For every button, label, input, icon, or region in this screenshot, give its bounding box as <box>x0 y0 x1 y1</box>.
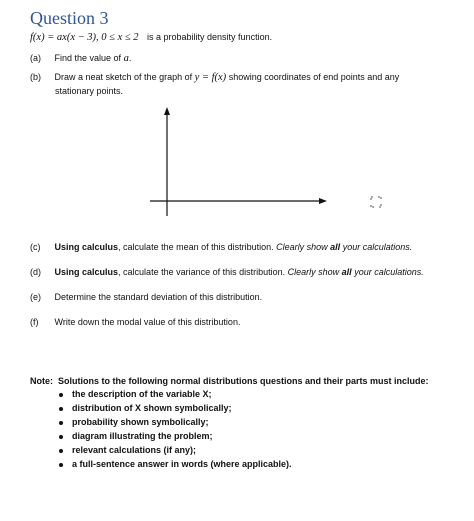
function-definition: f(x) = ax(x − 3), 0 ≤ x ≤ 2 <box>30 32 139 43</box>
text-segment: Using calculus <box>54 242 119 252</box>
text-segment: Clearly show <box>287 267 342 277</box>
text-segment: Using calculus <box>54 267 119 277</box>
intro-text: is a probability density function. <box>147 32 273 42</box>
question-intro <box>30 32 272 43</box>
y-axis-arrow <box>164 107 170 115</box>
list-item: the description of the variable X; <box>58 389 292 403</box>
part-f <box>30 317 240 327</box>
part-b <box>30 72 399 83</box>
text-segment: . <box>128 53 132 63</box>
part-label: (a) <box>30 53 41 63</box>
expand-icon[interactable] <box>370 196 382 208</box>
part-e <box>30 292 262 302</box>
part-a <box>30 53 131 64</box>
part-text <box>55 72 400 82</box>
text-segment: your calculations. <box>340 242 413 252</box>
text-segment: a <box>123 53 129 64</box>
part-b-line2: stationary points. <box>55 86 124 96</box>
part-text <box>55 267 424 277</box>
part-label: (f) <box>30 317 39 327</box>
text-segment: Determine the standard deviation of this distribution. <box>54 292 263 302</box>
text-segment: , calculate the mean of this distribution. <box>118 242 277 252</box>
text-segment: Find the value of <box>54 53 124 63</box>
list-item: diagram illustrating the problem; <box>58 431 292 445</box>
text-segment: Clearly show <box>276 242 331 252</box>
part-text <box>55 317 241 327</box>
text-segment: your calculations. <box>351 267 424 277</box>
part-c <box>30 242 412 252</box>
sketch-axes <box>140 100 340 225</box>
part-text <box>55 53 132 63</box>
text-segment: all <box>330 242 341 252</box>
list-item: a full-sentence answer in words (where applicable). <box>58 459 292 473</box>
part-label: (b) <box>30 72 41 82</box>
text-segment: all <box>341 267 352 277</box>
part-text <box>55 292 263 302</box>
list-item: relevant calculations (if any); <box>58 445 292 459</box>
note-text: Solutions to the following normal distributions questions and their parts must include: <box>58 376 429 386</box>
part-label: (c) <box>30 242 41 252</box>
part-d <box>30 267 424 277</box>
requirements-list <box>58 389 292 473</box>
list-item: probability shown symbolically; <box>58 417 292 431</box>
list-item: distribution of X shown symbolically; <box>58 403 292 417</box>
question-title: Question 3 <box>30 8 109 28</box>
x-axis-arrow <box>319 198 327 204</box>
text-segment: Draw a neat sketch of the graph of <box>54 72 195 82</box>
text-segment: , calculate the variance of this distribution. <box>118 267 288 277</box>
part-label: (d) <box>30 267 41 277</box>
part-text <box>55 242 413 252</box>
text-segment: showing coordinates of end points and any <box>226 72 400 82</box>
note-heading: Note: <box>30 376 53 386</box>
text-segment: Write down the modal value of this distribution. <box>54 317 241 327</box>
text-segment: y = f(x) <box>194 72 227 83</box>
part-label: (e) <box>30 292 41 302</box>
